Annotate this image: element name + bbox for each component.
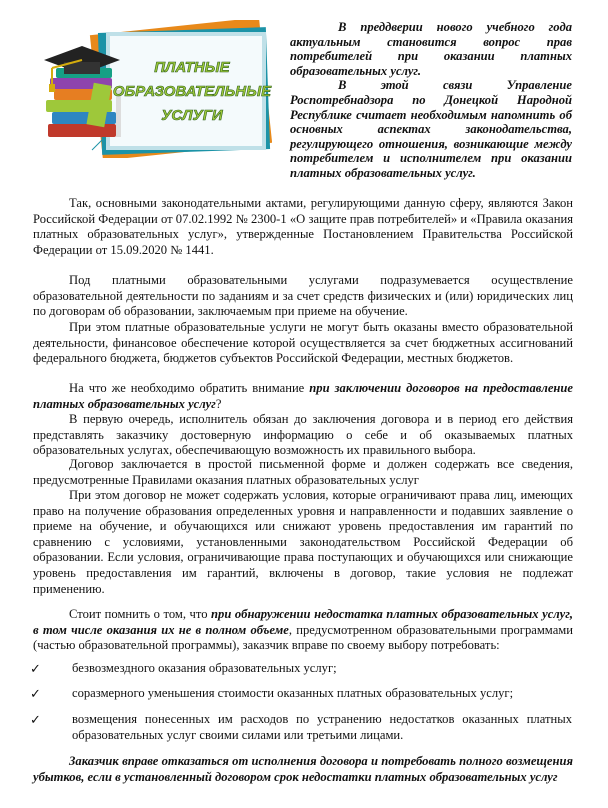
checkmark-icon: ✓ (30, 712, 41, 727)
paragraph-information: В первую очередь, исполнитель обязан до заключения договора и в период его действия представлять заказчику достоверную информацию о себе и об оказываемых платных образовательных услугах, обеспечивающую возможность их правильного выбора. (33, 412, 573, 458)
svg-text:ПЛАТНЫЕ: ПЛАТНЫЕ (154, 59, 230, 76)
paragraph-budget: При этом платные образовательные услуги не могут быть оказаны вместо образовательной деятельности, финансовое обеспечение которой осуществляется за счет бюджетных ассигнований федерального бюджета, бюджетов субъектов Российской Федерации, местных бюджетов. (33, 320, 573, 366)
paragraph-contract-form: Договор заключается в простой письменной форме и должен содержать все сведения, предусмотренные Правилами оказания платных образовательных услуг (33, 457, 573, 487)
list-item: безвозмездного оказания образовательных услуг; (72, 661, 337, 675)
paragraph-question (33, 381, 573, 412)
question-mark: ? (215, 396, 222, 411)
paragraph-definition: Под платными образовательными услугами подразумевается осуществление образовательной деятельности по заданиям и за счет средств физических и (или) юридических лиц по договорам об образовании, заключаемым при приеме на обучение. (33, 273, 573, 319)
defects-tail: , предусмотренном образовательными программами (частью образовательной программы), заказчик вправе по своему выбору потребовать: (33, 622, 573, 653)
paragraph-contract-conditions: При этом договор не может содержать условия, которые ограничивают права лиц, имеющих право на получение образования определенных уровня и направленности и подавших заявление о приеме на обучение, и обучающихся или снижают уровень предоставления им гарантий по сравнению с условиями, установленными законодательством Российской Федерации об образовании. Если условия, ограничивающие права поступающих и обучающихся или снижающие уровень предоставления им гарантий, включены в договор, такие условия не подлежат применению. (33, 488, 573, 596)
defects-lead: Стоит помнить о том, что (69, 607, 212, 621)
intro-paragraph-2: В этой связи Управление Роспотребнадзора по Донецкой Народной Республике считает необходимым напомнить об основных аспектах законодательства, регулирующего отношения, возникающие между потребителем и исполнителем при оказании платных образовательных услуг. (290, 78, 572, 180)
intro-block (290, 20, 572, 181)
intro-paragraph-1: В преддверии нового учебного года актуальным становится вопрос прав потребителей при оказании платных образовательных услуг. (290, 20, 572, 78)
books-icon (46, 68, 121, 137)
question-lead: На что же необходимо обратить внимание (69, 381, 310, 395)
list-item: соразмерного уменьшения стоимости оказанных платных образовательных услуг; (72, 686, 514, 700)
svg-text:ОБРАЗОВАТЕЛЬНЫЕ: ОБРАЗОВАТЕЛЬНЫЕ (112, 83, 272, 100)
paragraph-laws: Так, основными законодательными актами, регулирующими данную сферу, являются Закон Российской Федерации от 07.02.1992 № 2300-1 «О защите прав потребителей» и «Правила оказания платных образовательных услуг», утвержденные Постановлением Правительства Российской Федерации от 15.09.2020 № 1441. (33, 196, 573, 257)
paid-education-logo (34, 20, 272, 158)
paragraph-defects (33, 607, 573, 654)
question-emphasis: при заключении договоров на предоставление платных образовательных услуг (33, 381, 574, 411)
defects-emphasis: при обнаружении недостатка платных образовательных услуг, в том числе оказания их не в полном объеме (33, 607, 573, 637)
checkmark-icon: ✓ (30, 686, 41, 701)
checkmark-icon: ✓ (30, 661, 41, 676)
svg-text:УСЛУГИ: УСЛУГИ (161, 107, 223, 124)
list-item: возмещения понесенных им расходов по устранению недостатков оказанных платных образовательных услуг своими силами или третьими лицами. (72, 712, 572, 742)
paragraph-refusal: Заказчик вправе отказаться от исполнения договора и потребовать полного возмещения убытков, если в установленный договором срок недостатки платных образовательных услуг (33, 754, 573, 784)
